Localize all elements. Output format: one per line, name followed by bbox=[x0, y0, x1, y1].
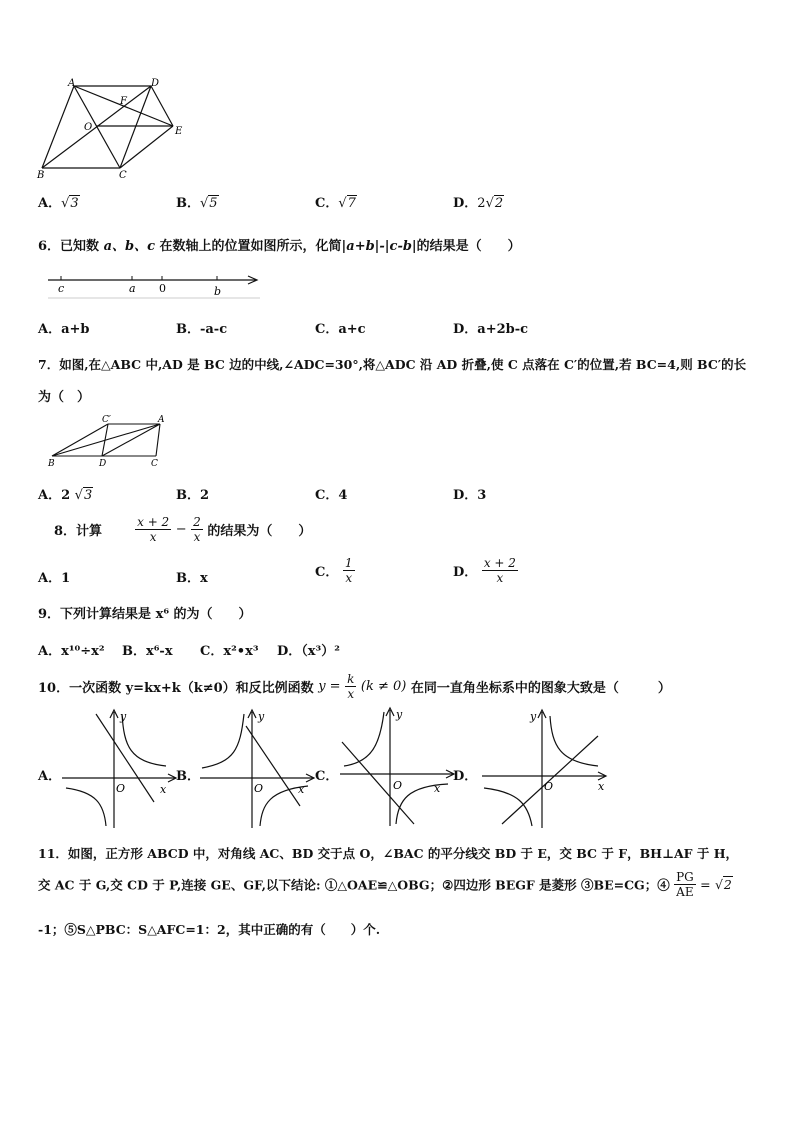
axis-label-a: a bbox=[129, 282, 136, 295]
origin-label: O bbox=[544, 780, 554, 793]
q11-stem-line1: 11．如图，正方形 ABCD 中，对角线 AC、BD 交于点 O，∠BAC 的平分线交 BD 于 E，交 BC 于 F，BH⊥AF 于 H， bbox=[38, 846, 739, 861]
q9-option-c[interactable]: C．x²•x³ bbox=[200, 644, 259, 659]
q10-stem: 10．一次函数 y=kx+k（k≠0）和反比例函数 y = $\frac{k}{x}$ (k ≠ 0) 在同一直角坐标系中的图象大致是（ ） bbox=[38, 672, 671, 701]
q6-option-a[interactable]: A．a+b bbox=[38, 322, 90, 337]
q8-stem: 8．计算 $\frac{x + 2}{x}$ − $\frac{2}{x}$ 的结果为（ ） bbox=[54, 515, 312, 544]
figure-q6-number-line bbox=[44, 270, 266, 300]
q5-option-d[interactable]: D．2√2 bbox=[453, 196, 504, 211]
fraction-x-plus-2-over-x: $\frac{x + 2}{x}$ bbox=[483, 556, 516, 585]
q6-option-c[interactable]: C．a+c bbox=[315, 322, 366, 337]
q10-option-b[interactable]: B． bbox=[176, 769, 200, 784]
q10-option-c[interactable]: C． bbox=[315, 769, 339, 784]
axis-x-label: x bbox=[598, 780, 605, 793]
q8-option-a[interactable]: A．1 bbox=[38, 571, 71, 586]
q8-option-b[interactable]: B．x bbox=[176, 571, 208, 586]
q6-option-b[interactable]: B．-a-c bbox=[176, 322, 228, 337]
axis-x-label: x bbox=[160, 783, 167, 796]
fig-label-c-prime: C′ bbox=[102, 415, 111, 425]
radicand: 7 bbox=[347, 196, 356, 211]
fig-label-d: D bbox=[99, 459, 107, 469]
origin-label: O bbox=[393, 779, 403, 792]
fig-label-b: B bbox=[37, 170, 45, 181]
q8-option-d[interactable]: D． $\frac{x + 2}{x}$ bbox=[453, 556, 516, 585]
q9-stem: 9．下列计算结果是 x⁶ 的为（ ） bbox=[38, 607, 252, 622]
radicand: 2 bbox=[723, 877, 732, 892]
q6-stem: 6．已知数 a、b、c 在数轴上的位置如图所示，化简|a+b|-|c-b|的结果是（ ） bbox=[38, 239, 521, 254]
fig-label-c: C bbox=[119, 170, 127, 181]
q7-stem-line2: 为（ ） bbox=[38, 390, 91, 405]
radicand: 2 bbox=[494, 196, 504, 211]
fig-label-e: E bbox=[175, 126, 183, 137]
fraction-2-over-x: $\frac{2}{x}$ bbox=[193, 515, 201, 544]
fig-label-f: F bbox=[120, 96, 127, 107]
fig-label-b: B bbox=[48, 459, 55, 469]
q7-option-a[interactable]: A．2 √3 bbox=[38, 488, 93, 503]
figure-q7-triangle bbox=[44, 412, 174, 470]
radicand: 3 bbox=[70, 196, 79, 211]
q5-option-b[interactable]: B．√5 bbox=[176, 196, 218, 211]
fraction-k-over-x: $\frac{k}{x}$ bbox=[347, 672, 355, 701]
q7-option-c[interactable]: C．4 bbox=[315, 488, 348, 503]
figure-q5-geometry bbox=[34, 78, 194, 182]
q10-graph-b[interactable] bbox=[196, 706, 316, 832]
q10-graph-a[interactable] bbox=[58, 706, 178, 832]
axis-y-label: y bbox=[258, 710, 265, 723]
fig-label-a: A bbox=[158, 415, 165, 425]
q11-stem-line3: -1；⑤S△PBC：S△AFC=1：2，其中正确的有（ ）个. bbox=[38, 922, 381, 937]
q9-option-a[interactable]: A．x¹⁰÷x² bbox=[38, 644, 105, 659]
axis-label-b: b bbox=[214, 285, 222, 298]
q5-option-a[interactable]: A．√3 bbox=[38, 196, 79, 211]
q7-stem-line1: 7．如图,在△ABC 中,AD 是 BC 边的中线,∠ADC=30°,将△ADC 沿 AD 折叠,使 C 点落在 C′的位置,若 BC=4,则 BC′的长 bbox=[38, 357, 747, 372]
fig-label-o: O bbox=[84, 122, 93, 133]
radicand: 5 bbox=[209, 196, 218, 211]
fig-label-d: D bbox=[151, 78, 160, 89]
origin-label: O bbox=[254, 782, 264, 795]
q7-option-d[interactable]: D．3 bbox=[453, 488, 487, 503]
q10-graph-c[interactable] bbox=[336, 704, 456, 830]
axis-y-label: y bbox=[396, 708, 403, 721]
fig-label-a: A bbox=[68, 78, 76, 89]
axis-label-zero: 0 bbox=[159, 282, 166, 295]
origin-label: O bbox=[116, 782, 126, 795]
q5-option-c[interactable]: C．√7 bbox=[315, 196, 356, 211]
axis-y-label: y bbox=[120, 710, 127, 723]
fig-label-c: C bbox=[151, 459, 158, 469]
axis-x-label: x bbox=[298, 783, 305, 796]
axis-x-label: x bbox=[434, 782, 441, 795]
q11-stem-line2: 交 AC 于 G,交 CD 于 P,连接 GE、GF,以下结论: ①△OAE≌△OBG；②四边形 BEGF 是菱形 ③BE=CG；④ $\frac{PG}{AE}$ = √2 bbox=[38, 870, 732, 899]
q8-option-c[interactable]: C． $\frac{1}{x}$ bbox=[315, 556, 353, 585]
q10-option-a[interactable]: A． bbox=[38, 769, 62, 784]
axis-y-label: y bbox=[530, 710, 537, 723]
q10-graph-d[interactable] bbox=[478, 706, 610, 832]
fraction-1-over-x: $\frac{1}{x}$ bbox=[344, 556, 353, 585]
q10-option-d[interactable]: D． bbox=[453, 769, 478, 784]
fraction-pg-over-ae: $\frac{PG}{AE}$ bbox=[676, 870, 694, 899]
axis-label-c: c bbox=[58, 282, 65, 295]
q6-option-d[interactable]: D．a+2b-c bbox=[453, 322, 529, 337]
radicand: 3 bbox=[83, 488, 93, 503]
q7-option-b[interactable]: B．2 bbox=[176, 488, 210, 503]
q9-option-b[interactable]: B．x⁶-x bbox=[122, 644, 173, 659]
q9-option-d[interactable]: D．（x³）² bbox=[277, 644, 340, 659]
fraction-x-plus-2-over-x: $\frac{x + 2}{x}$ bbox=[137, 515, 170, 544]
